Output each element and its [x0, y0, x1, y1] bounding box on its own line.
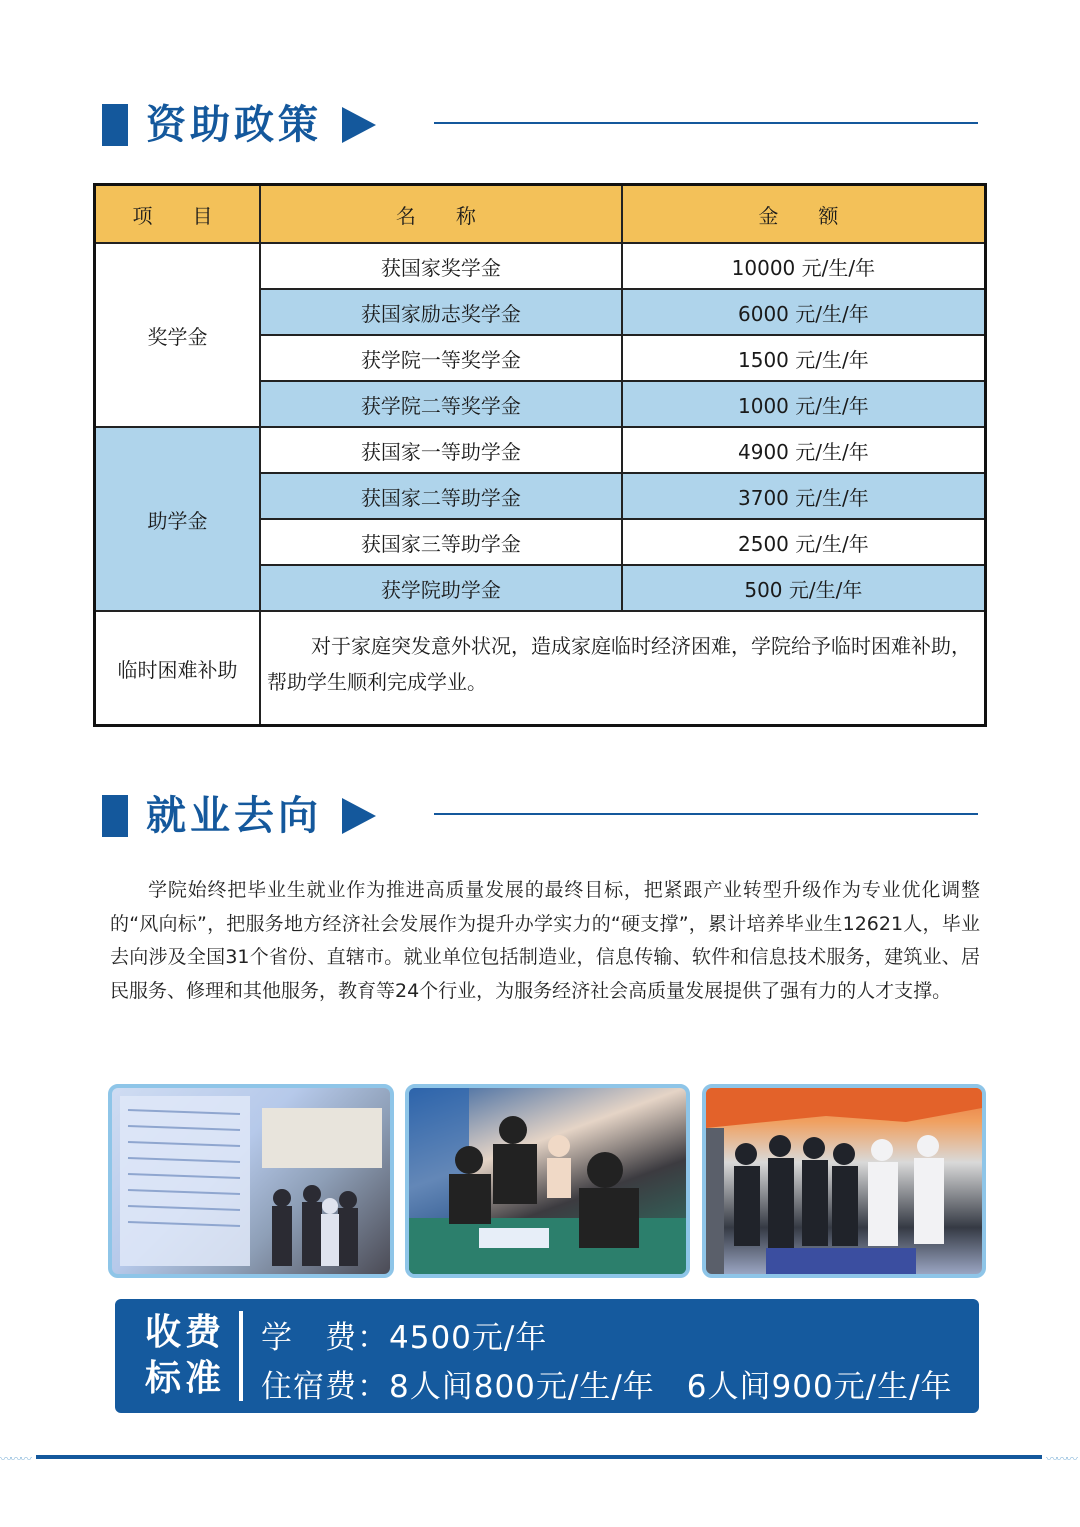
tuition-fee: 学 费：4500元/年 [261, 1320, 548, 1356]
row-name: 获学院助学金 [260, 565, 622, 611]
table-header-row [95, 185, 986, 244]
triangle-arrow-icon [342, 107, 376, 143]
row-name: 获国家励志奖学金 [260, 289, 622, 335]
section-bar-decoration [102, 104, 128, 146]
row-amount: 2500 元/生/年 [622, 519, 986, 565]
temporary-aid-text: 对于家庭突发意外状况，造成家庭临时经济困难，学院给予临时困难补助，帮助学生顺利完成学业。 [267, 634, 972, 694]
tent-booth-illustration [706, 1088, 982, 1274]
aid-section-title: 资助政策 [146, 101, 322, 148]
row-amount: 3700 元/生/年 [622, 473, 986, 519]
table-row [95, 243, 986, 289]
recruitment-desk-illustration [409, 1088, 686, 1274]
category-scholarship: 奖学金 [95, 243, 261, 427]
job-fair-photo-3 [702, 1084, 986, 1278]
row-name: 获国家一等助学金 [260, 427, 622, 473]
header-name: 名 称 [260, 185, 622, 244]
aid-section-header [102, 96, 982, 156]
table-row [95, 611, 986, 726]
row-amount: 10000 元/生/年 [622, 243, 986, 289]
section-rule [434, 813, 978, 815]
row-amount: 1000 元/生/年 [622, 381, 986, 427]
category-temporary-aid: 临时困难补助 [95, 611, 261, 726]
row-amount: 4900 元/生/年 [622, 427, 986, 473]
row-amount: 500 元/生/年 [622, 565, 986, 611]
temporary-aid-description [260, 611, 985, 726]
fee-standard-banner [115, 1299, 979, 1413]
job-fair-photo-2 [405, 1084, 690, 1278]
row-amount: 6000 元/生/年 [622, 289, 986, 335]
fee-divider [239, 1311, 243, 1401]
job-fair-photo-1 [108, 1084, 394, 1278]
section-rule [434, 122, 978, 124]
fee-label [145, 1309, 235, 1401]
header-amount: 金 额 [622, 185, 986, 244]
employment-section-title: 就业去向 [146, 792, 322, 839]
table-row [95, 427, 986, 473]
row-name: 获学院一等奖学金 [260, 335, 622, 381]
fee-label-line2: 标准 [145, 1357, 226, 1399]
category-grant: 助学金 [95, 427, 261, 611]
row-name: 获国家二等助学金 [260, 473, 622, 519]
row-amount: 1500 元/生/年 [622, 335, 986, 381]
triangle-arrow-icon [342, 798, 376, 834]
row-name: 获国家奖学金 [260, 243, 622, 289]
fee-label-line1: 收费 [145, 1311, 226, 1353]
dorm-fee: 住宿费：8人间800元/生/年 6人间900元/生/年 [261, 1369, 953, 1405]
row-name: 获国家三等助学金 [260, 519, 622, 565]
header-category: 项 目 [95, 185, 261, 244]
job-board-crowd-illustration [112, 1088, 390, 1274]
employment-paragraph: 学院始终把毕业生就业作为推进高质量发展的最终目标，把紧跟产业转型升级作为专业优化调整的“风向标”，把服务地方经济社会发展作为提升办学实力的“硬支撑”，累计培养毕业生12621人，毕业去向涉及全国31个省份、直辖市。就业单位包括制造业，信息传输、软件和信息技术服务，建筑业、居民服务、修理和其他服务，教育等24个行业，为服务经济社会高质量发展提供了强有力的人才支撑。 [110, 879, 980, 1002]
employment-section-header [102, 787, 982, 847]
aid-policy-table [93, 183, 987, 727]
footer-rule [36, 1455, 1042, 1459]
row-name: 获学院二等奖学金 [260, 381, 622, 427]
footer-wave-decoration-right: 〰〰〰 [1046, 1452, 1077, 1466]
footer-wave-decoration-left: 〰〰〰 [0, 1452, 31, 1466]
section-bar-decoration [102, 795, 128, 837]
